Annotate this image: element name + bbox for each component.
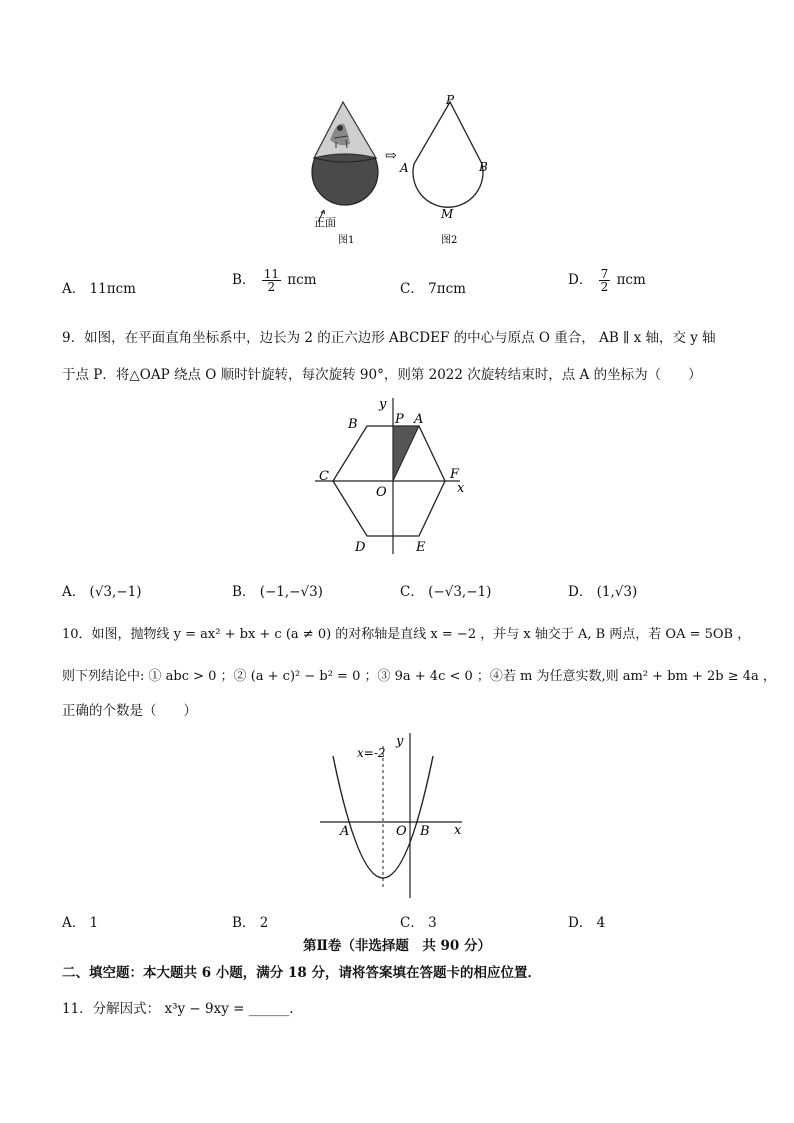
q8-option-d-fraction <box>599 268 611 293</box>
q8-option-d-letter: D． <box>568 272 593 288</box>
q10-label-axis-line: x=-2 <box>357 746 386 760</box>
q10-label-O: O <box>396 824 407 839</box>
q8-fig1-drawing <box>312 102 378 222</box>
q10-option-d-text: 4 <box>596 915 606 931</box>
q10-label-B: B <box>420 824 430 839</box>
q8-fig2-label-M: M <box>441 207 454 221</box>
q8-figure <box>290 92 510 252</box>
q9-option-a[interactable] <box>62 580 141 600</box>
q10-stem-line3: 正确的个数是（ ） <box>62 703 197 719</box>
q10-label-A: A <box>340 824 350 839</box>
q9-option-d[interactable] <box>568 580 637 600</box>
q8-option-a-letter: A． <box>62 281 86 297</box>
q9-label-P: P <box>395 412 404 427</box>
q9-label-x: x <box>457 481 465 496</box>
q9-option-d-letter: D． <box>568 584 593 600</box>
q8-option-b[interactable] <box>232 268 317 293</box>
q9-stem-line2: 于点 P．将△OAP 绕点 O 顺时针旋转，每次旋转 90°，则第 2022 次旋转结束时，点 A 的坐标为（ ） <box>62 367 702 383</box>
q8-option-c-letter: C． <box>400 281 424 297</box>
q10-option-b[interactable] <box>232 911 268 931</box>
q10-parabola-figure <box>316 728 476 900</box>
q11-stem: 11．分解因式： x³y − 9xy = ______． <box>62 1001 303 1017</box>
q8-option-d-tail: πcm <box>616 272 646 288</box>
q8-fig2-label-P: P <box>446 93 455 107</box>
section2-instruction: 二、填空题：本大题共 6 小题，满分 18 分，请将答案填在答题卡的相应位置． <box>62 965 541 981</box>
q10-label-y: y <box>396 734 404 749</box>
q8-fig2-label-B: B <box>479 160 488 174</box>
q9-label-D: D <box>355 540 366 555</box>
q10-stem-line2: 则下列结论中: ① abc > 0 ；② (a + c)² − b² = 0 ；③ 9a + 4c < 0 ；④若 m 为任意实数,则 am² + bm + 2b ≥ 4a ， <box>62 669 776 684</box>
section2-title: 第Ⅱ卷（非选择题 共 90 分） <box>302 938 492 954</box>
q10-option-c-letter: C． <box>400 915 424 931</box>
q9-label-F: F <box>450 467 460 482</box>
q9-option-a-letter: A． <box>62 584 86 600</box>
q8-fig2-drawing <box>413 102 483 207</box>
q8-option-b-numerator: 11 <box>263 267 279 281</box>
q9-label-y: y <box>379 397 387 412</box>
q9-label-A: A <box>414 412 424 427</box>
q8-option-b-denominator: 2 <box>267 280 276 294</box>
q9-option-d-text: (1,√3) <box>596 584 638 600</box>
q8-fig1-caption: 图1 <box>338 235 355 246</box>
q9-option-c-letter: C． <box>400 584 424 600</box>
q8-option-c[interactable] <box>400 277 466 297</box>
q8-option-a[interactable] <box>62 277 136 297</box>
q10-option-c-text: 3 <box>428 915 437 931</box>
q8-option-c-text: 7πcm <box>428 281 466 297</box>
q10-option-b-text: 2 <box>259 915 269 931</box>
q9-option-b[interactable] <box>232 580 323 600</box>
q9-option-b-text: (−1,−√3) <box>259 584 323 600</box>
q10-option-b-letter: B． <box>232 915 256 931</box>
q8-fig1-front-label: 正面 <box>314 216 336 229</box>
q8-arrow: ⇨ <box>385 148 397 164</box>
q9-option-a-text: (√3,−1) <box>89 584 142 600</box>
q9-label-B: B <box>348 417 358 432</box>
q9-option-b-letter: B． <box>232 584 256 600</box>
q10-option-d-letter: D． <box>568 915 593 931</box>
q9-hexagon-figure <box>310 392 480 557</box>
q9-label-C: C <box>319 469 329 484</box>
q10-option-c[interactable] <box>400 911 437 931</box>
q9-label-E: E <box>416 540 426 555</box>
q8-option-b-letter: B． <box>232 272 256 288</box>
q8-option-b-fraction <box>262 268 281 293</box>
q9-option-c-text: (−√3,−1) <box>428 584 492 600</box>
q10-option-a[interactable] <box>62 911 98 931</box>
q10-stem-line1: 10．如图，抛物线 y = ax² + bx + c (a ≠ 0) 的对称轴是直线 x = −2 ，并与 x 轴交于 A, B 两点，若 OA = 5OB ， <box>62 627 751 642</box>
q8-option-d-numerator: 7 <box>600 267 609 281</box>
q8-fig2-label-A: A <box>400 161 409 175</box>
q9-option-c[interactable] <box>400 580 491 600</box>
q10-option-d[interactable] <box>568 911 605 931</box>
q8-option-d-denominator: 2 <box>600 280 609 294</box>
q10-option-a-letter: A． <box>62 915 86 931</box>
q8-option-b-tail: πcm <box>287 272 317 288</box>
q8-fig2-caption: 图2 <box>441 235 458 246</box>
q8-option-d[interactable] <box>568 268 646 293</box>
q8-option-a-text: 11πcm <box>89 281 136 297</box>
q9-stem-line1: 9．如图，在平面直角坐标系中，边长为 2 的正六边形 ABCDEF 的中心与原点 O 重合， AB ∥ x 轴，交 y 轴 <box>62 330 716 346</box>
q10-label-x: x <box>454 823 462 838</box>
q10-option-a-text: 1 <box>89 915 99 931</box>
q9-label-O: O <box>376 485 387 500</box>
